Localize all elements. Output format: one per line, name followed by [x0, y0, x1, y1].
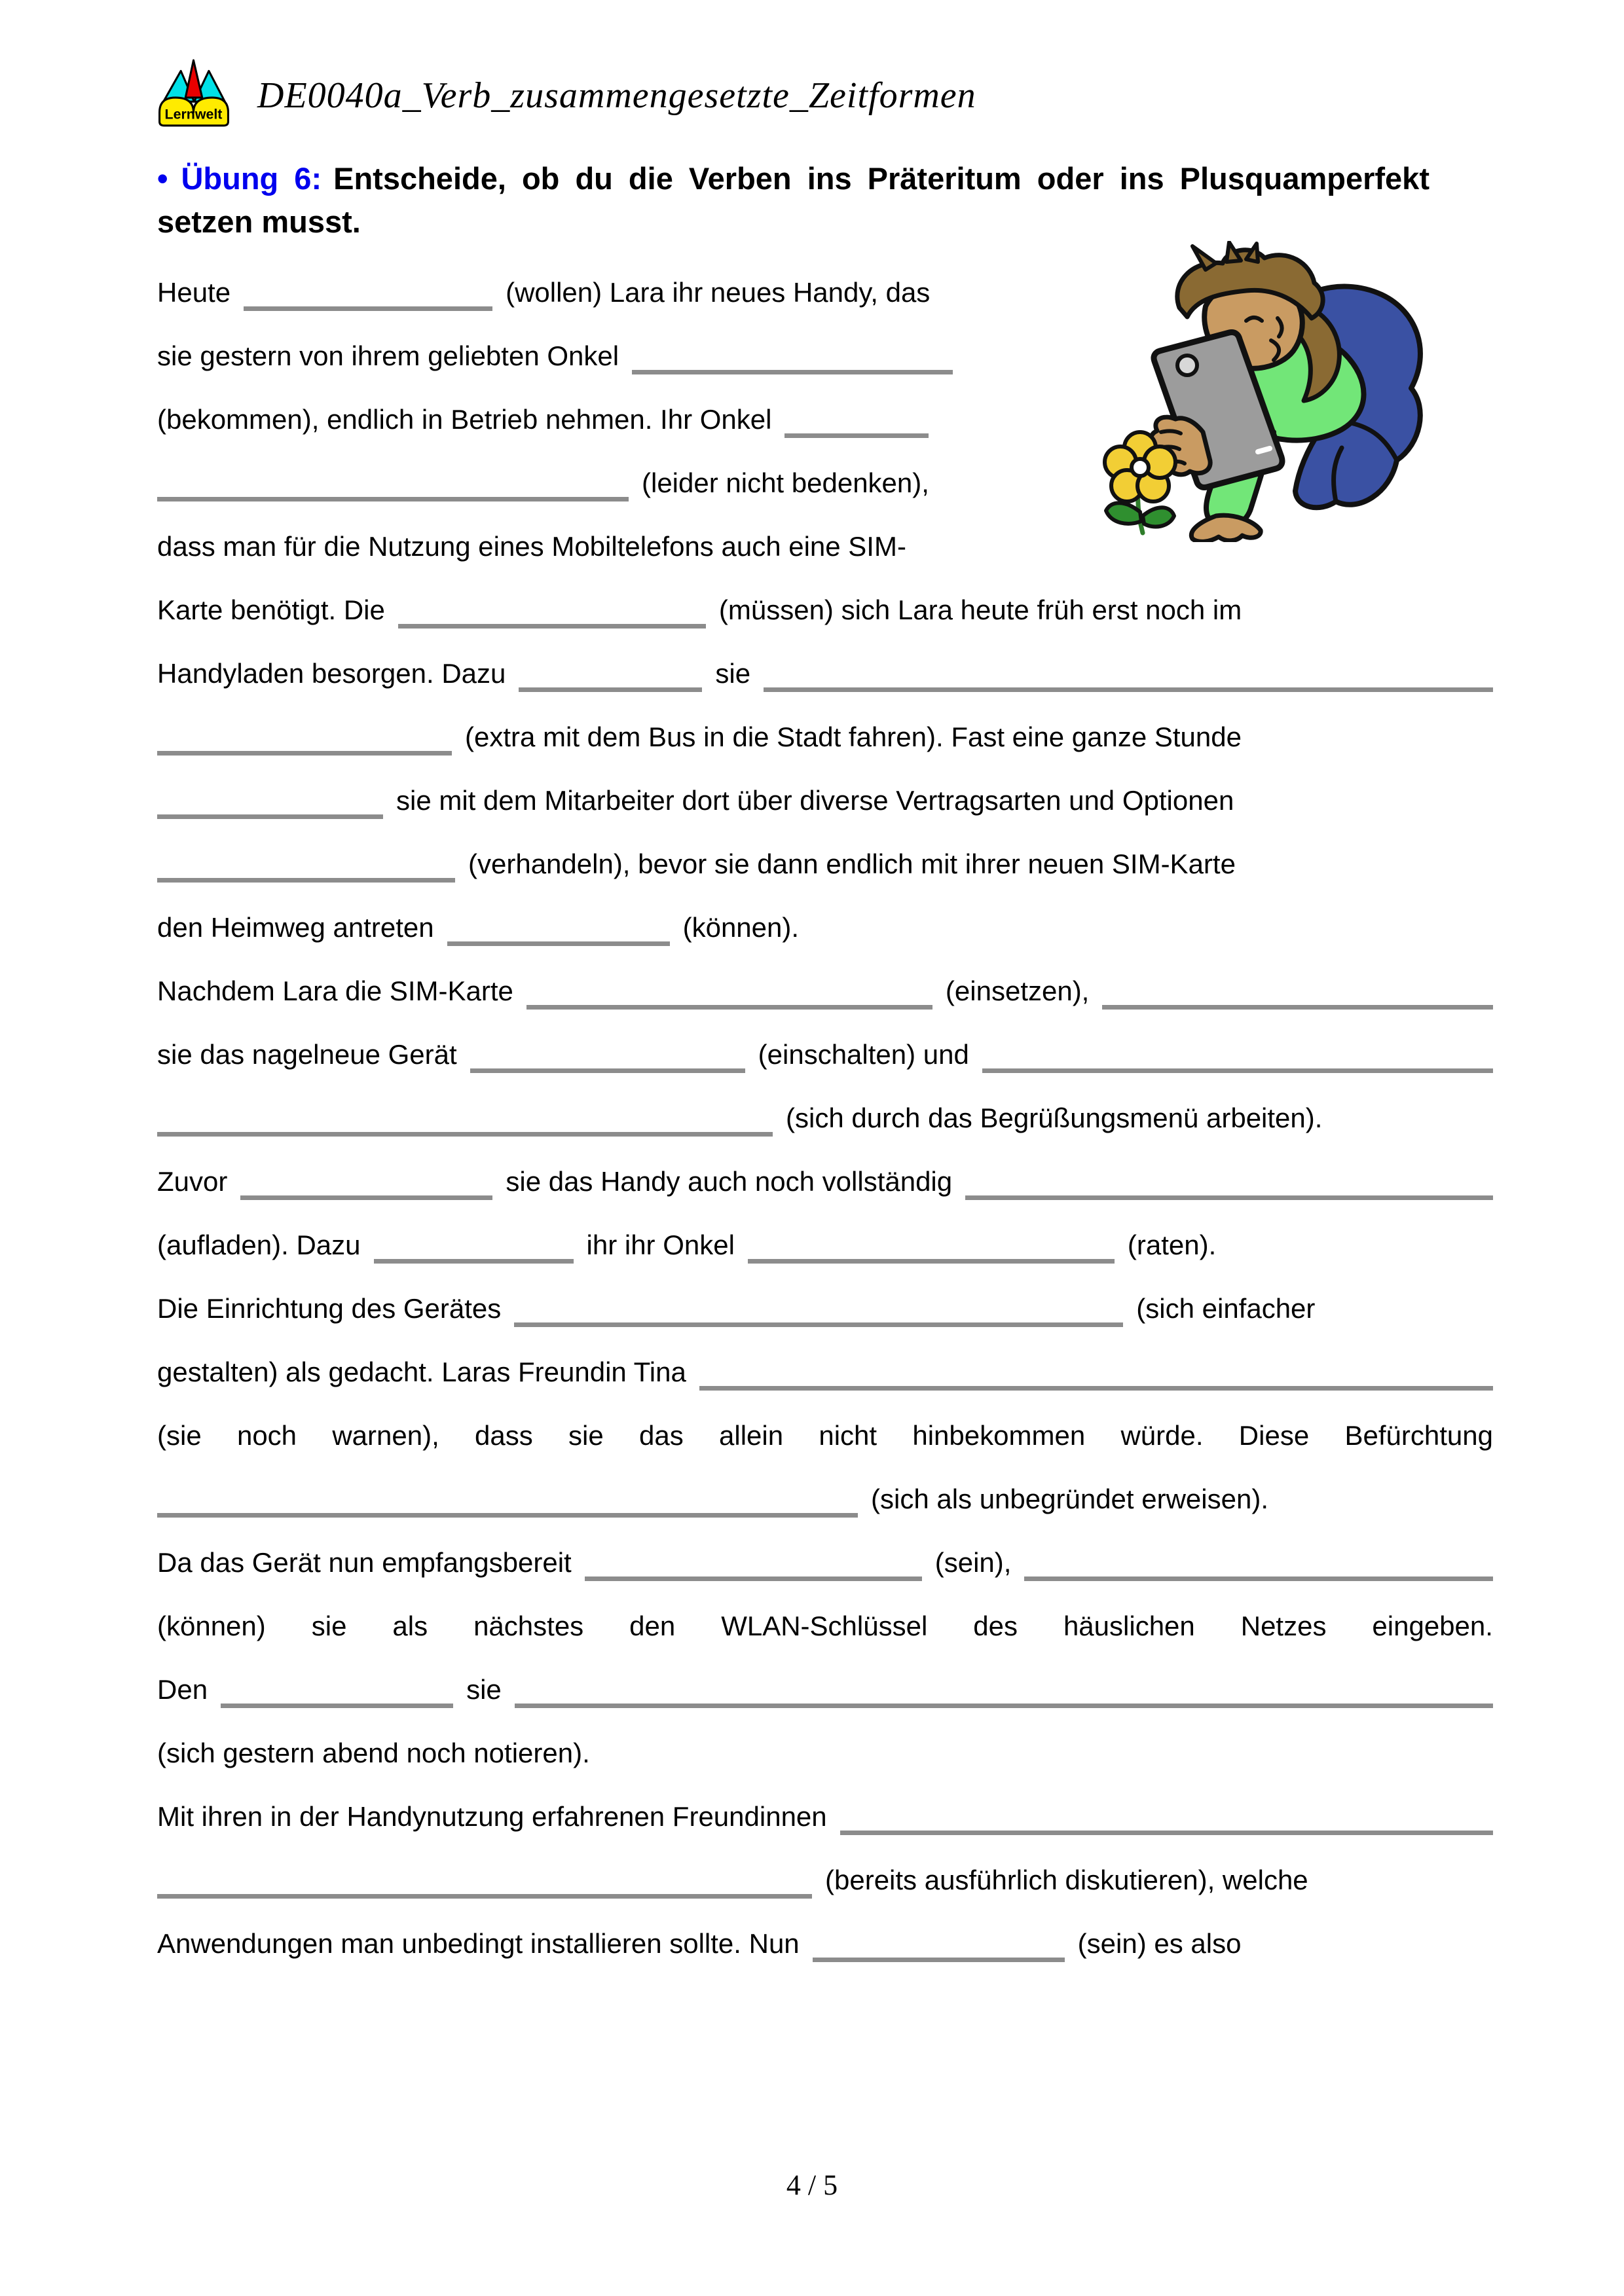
fill-in-blank — [526, 1005, 932, 1010]
fill-in-blank — [244, 306, 492, 311]
line-text: den Heimweg antreten — [157, 911, 434, 943]
line-text: (können) — [157, 1610, 266, 1641]
line-text: dass — [475, 1419, 533, 1451]
fill-in-blank — [398, 624, 706, 629]
exercise-line — [157, 942, 1493, 1006]
line-text: (bekommen), endlich in Betrieb nehmen. Ihr Onkel — [157, 403, 772, 435]
fill-in-blank — [982, 1068, 1493, 1073]
fill-in-blank — [157, 751, 452, 756]
fill-in-blank — [1102, 1005, 1493, 1010]
bullet-icon: • — [157, 161, 168, 196]
exercise-instruction — [157, 157, 1493, 244]
page-header — [155, 59, 976, 132]
line-text: hinbekommen — [912, 1419, 1086, 1451]
fill-in-blank — [699, 1386, 1493, 1391]
line-text: Den — [157, 1673, 208, 1705]
exercise-line — [157, 1895, 1493, 1958]
exercise-line — [157, 1133, 1493, 1196]
line-text: sie das nagelneue Gerät — [157, 1038, 457, 1070]
exercise-line — [157, 1006, 1493, 1069]
fill-in-blank — [813, 1958, 1065, 1962]
lernwelt-logo-icon — [155, 59, 232, 132]
line-text: häuslichen — [1063, 1610, 1195, 1641]
line-text: (einsetzen), — [945, 975, 1090, 1006]
fill-in-blank — [157, 1513, 858, 1518]
exercise-line — [157, 1323, 1493, 1387]
line-text: Da das Gerät nun empfangsbereit — [157, 1546, 572, 1578]
line-text: (verhandeln), bevor sie dann endlich mit ihrer neuen SIM-Karte — [468, 848, 1236, 879]
instruction-line-2: setzen musst. — [157, 204, 361, 239]
fill-in-blank — [157, 878, 455, 883]
fill-in-blank — [240, 1195, 492, 1200]
line-text: Befürchtung — [1344, 1419, 1493, 1451]
fill-in-blank — [447, 941, 670, 946]
line-text: gestalten) als gedacht. Laras Freundin Tina — [157, 1356, 686, 1387]
line-text: (sich einfacher — [1136, 1292, 1316, 1324]
line-text: Nachdem Lara die SIM-Karte — [157, 975, 513, 1006]
line-text: (extra mit dem Bus in die Stadt fahren). Fast eine ganze Stunde — [465, 721, 1242, 752]
fill-in-blank — [748, 1259, 1115, 1264]
exercise-line — [157, 1704, 1493, 1768]
line-text: (leider nicht bedenken), — [642, 467, 929, 498]
fill-in-blank — [515, 1704, 1493, 1708]
line-text: (bereits ausführlich diskutieren), welche — [825, 1864, 1308, 1895]
line-text: würde. — [1120, 1419, 1204, 1451]
document-title: DE0040a_Verb_zusammengesetzte_Zeitformen — [257, 75, 976, 116]
girl-figure — [1151, 242, 1420, 541]
line-text: den — [629, 1610, 676, 1641]
exercise-line — [157, 1831, 1493, 1895]
line-text: sie — [311, 1610, 347, 1641]
fill-in-blank — [157, 1894, 812, 1899]
flower-icon — [1105, 432, 1175, 533]
fill-in-blank — [519, 687, 702, 692]
exercise-line — [157, 1260, 1493, 1323]
page-number: 4 / 5 — [786, 2169, 838, 2201]
line-text: eingeben. — [1372, 1610, 1493, 1641]
fill-in-blank — [784, 433, 929, 438]
exercise-line — [157, 688, 1493, 752]
line-text: Zuvor — [157, 1165, 228, 1197]
line-text: sie mit dem Mitarbeiter dort über diverse Vertragsarten und Optionen — [396, 784, 1234, 816]
line-text: Anwendungen man unbedingt installieren sollte. Nun — [157, 1927, 800, 1959]
line-text: sie gestern von ihrem geliebten Onkel — [157, 340, 619, 371]
line-text: (können). — [682, 911, 800, 943]
line-text: noch — [236, 1419, 297, 1451]
line-text: warnen), — [332, 1419, 439, 1451]
fill-in-blank — [585, 1576, 922, 1581]
line-text: Heute — [157, 276, 231, 308]
line-text: (sein) es also — [1077, 1927, 1242, 1959]
fill-in-blank — [1024, 1576, 1493, 1581]
illustration-girl-with-phone — [1077, 241, 1450, 542]
fill-in-blank — [632, 370, 953, 374]
line-text: (wollen) Lara ihr neues Handy, das — [506, 276, 931, 308]
line-text: allein — [719, 1419, 784, 1451]
line-text: Die Einrichtung des Gerätes — [157, 1292, 502, 1324]
line-text: Diese — [1238, 1419, 1310, 1451]
exercise-line — [157, 815, 1493, 879]
fill-in-blank — [157, 814, 383, 819]
line-text: (sich als unbegründet erweisen). — [871, 1483, 1268, 1514]
exercise-line — [157, 879, 1493, 942]
line-text: das — [639, 1419, 684, 1451]
fill-in-blank — [514, 1322, 1123, 1327]
line-text: sie — [568, 1419, 604, 1451]
line-text: des — [973, 1610, 1018, 1641]
line-text: (raten). — [1127, 1229, 1217, 1260]
line-text: Netzes — [1240, 1610, 1327, 1641]
line-text: Handyladen besorgen. Dazu — [157, 657, 506, 689]
line-text: (sich durch das Begrüßungsmenü arbeiten). — [786, 1102, 1323, 1133]
logo-text: Lernwelt — [164, 106, 223, 122]
fill-in-blank — [965, 1195, 1493, 1200]
line-text: (müssen) sich Lara heute früh erst noch im — [718, 594, 1242, 625]
fill-in-blank — [221, 1704, 453, 1708]
line-text: Mit ihren in der Handynutzung erfahrenen Freundinnen — [157, 1800, 827, 1832]
line-text: sie — [466, 1673, 502, 1705]
line-text: sie — [715, 657, 751, 689]
exercise-line — [157, 1514, 1493, 1577]
fill-in-blank — [157, 1132, 773, 1137]
line-text: nächstes — [473, 1610, 584, 1641]
exercise-line — [157, 1577, 1493, 1641]
exercise-line — [157, 752, 1493, 815]
line-text: WLAN-Schlüssel — [721, 1610, 928, 1641]
instruction-text: Entscheide, ob du die Verben ins Präteritum oder ins Plusquamperfekt — [333, 161, 1430, 196]
instruction-line-1 — [157, 157, 1493, 200]
exercise-label: Übung 6: — [181, 161, 322, 196]
line-text: sie das Handy auch noch vollständig — [506, 1165, 953, 1197]
exercise-line — [157, 1768, 1493, 1831]
fill-in-blank — [374, 1259, 574, 1264]
line-text: (aufladen). Dazu — [157, 1229, 361, 1260]
line-text: (sein), — [934, 1546, 1012, 1578]
exercise-line — [157, 625, 1493, 688]
line-text: ihr ihr Onkel — [586, 1229, 735, 1260]
exercise-line — [157, 1069, 1493, 1133]
line-text: als — [392, 1610, 428, 1641]
exercise-line — [157, 1196, 1493, 1260]
fill-in-blank — [764, 687, 1493, 692]
line-text: (sich gestern abend noch notieren). — [157, 1737, 590, 1768]
line-text: nicht — [819, 1419, 877, 1451]
fill-in-blank — [470, 1068, 745, 1073]
fill-in-blank — [157, 497, 629, 501]
line-text: (einschalten) und — [758, 1038, 969, 1070]
line-text: Karte benötigt. Die — [157, 594, 385, 625]
exercise-line — [157, 1387, 1493, 1450]
exercise-line — [157, 561, 1493, 625]
line-text: (sie — [157, 1419, 202, 1451]
line-text: dass man für die Nutzung eines Mobiltelefons auch eine SIM- — [157, 530, 906, 562]
exercise-line — [157, 1450, 1493, 1514]
fill-in-blank — [840, 1831, 1493, 1835]
exercise-line — [157, 1641, 1493, 1704]
